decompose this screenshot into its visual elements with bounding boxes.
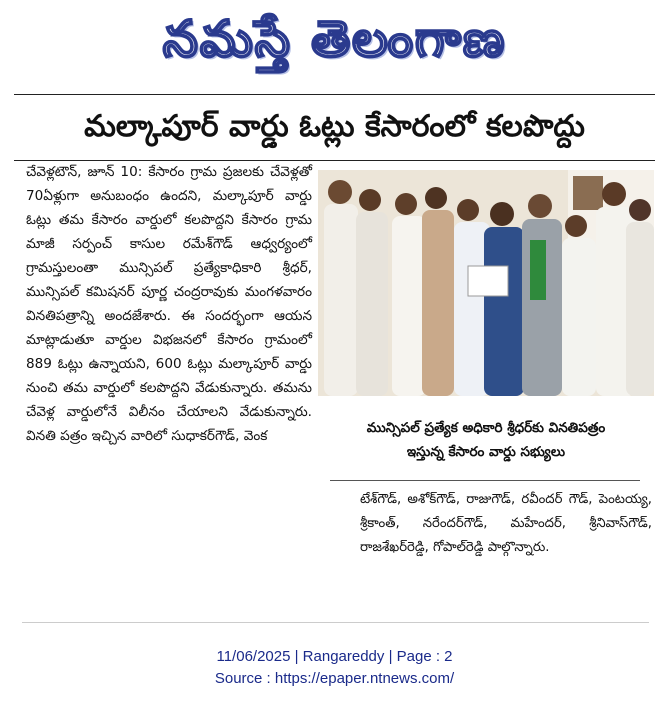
news-photo <box>318 170 654 396</box>
masthead-rule <box>14 94 655 95</box>
masthead-title: నమస్తే తెలంగాణ <box>162 9 507 68</box>
footer <box>0 646 669 690</box>
body-left-text: చేవెళ్లటౌన్, జూన్ 10: కేసారం గ్రామ ప్రజలకు చేవెళ్లతో 70ఏళ్లుగా అనుబంధం ఉందని, మల్కాపూర్ వార్డు ఓట్లు తమ కేసారం వార్డులో కలపొద్దని కేసారం గ్రామ మాజీ సర్పంచ్ కాసుల రమేశ్‌గౌడ్ ఆధ్వర్యంలో గ్రామస్తులంతా మున్సిపల్ ప్రత్యేకాధికారి శ్రీధర్, మున్సిపల్ కమిషనర్ పూర్ణ చంద్రరావుకు మంగళవారం వినతిపత్రాన్ని అందజేశారు. ఈ సందర్భంగా ఆయన మాట్లాడుతూ వార్డుల విభజనలో కేసారం గ్రామంలో 889 ఓట్లు ఉన్నాయని, 600 ఓట్లు మల్కాపూర్ వార్డు నుంచి తమ వార్డులో కలపొద్దని వేడుకున్నారు. తమను చేవెళ్ల వార్డులోనే విలీనం చేయాలని వేడుకున్నారు. వినతి పత్రం ఇచ్చిన వారిలో సుధాకర్‌గౌడ్, వెంక <box>26 164 312 444</box>
body-right-text: టేశ్‌గౌడ్, అశోక్‌గౌడ్, రాజుగౌడ్, రవీందర్ గౌడ్, పెంటయ్య, శ్రీకాంత్, నరేందర్‌గౌడ్, మహేందర్, శ్రీనివాస్‌గౌడ్, రాజశేఖర్‌రెడ్డి, గోపాల్‌రెడ్డి పాల్గొన్నారు. <box>360 492 652 555</box>
article-body-left <box>26 160 312 448</box>
article-headline: మల్కాపూర్ వార్డు ఓట్లు కేసారంలో కలపొద్దు <box>84 109 585 144</box>
caption-line-1: మున్సిపల్ ప్రత్యేక అధికారి శ్రీధర్‌కు వినతిపత్రం <box>366 420 606 436</box>
footer-source[interactable]: Source : https://epaper.ntnews.com/ <box>214 670 455 687</box>
caption-rule <box>330 480 640 481</box>
footer-divider <box>22 622 649 623</box>
caption-line-2: ఇస్తున్న కేసారం వార్డు సభ్యులు <box>406 444 566 460</box>
footer-date-edition-page: 11/06/2025 | Rangareddy | Page : 2 <box>216 648 453 665</box>
photo-caption <box>318 404 654 476</box>
group-of-people-photo <box>318 170 654 396</box>
article-body-right <box>360 488 652 560</box>
